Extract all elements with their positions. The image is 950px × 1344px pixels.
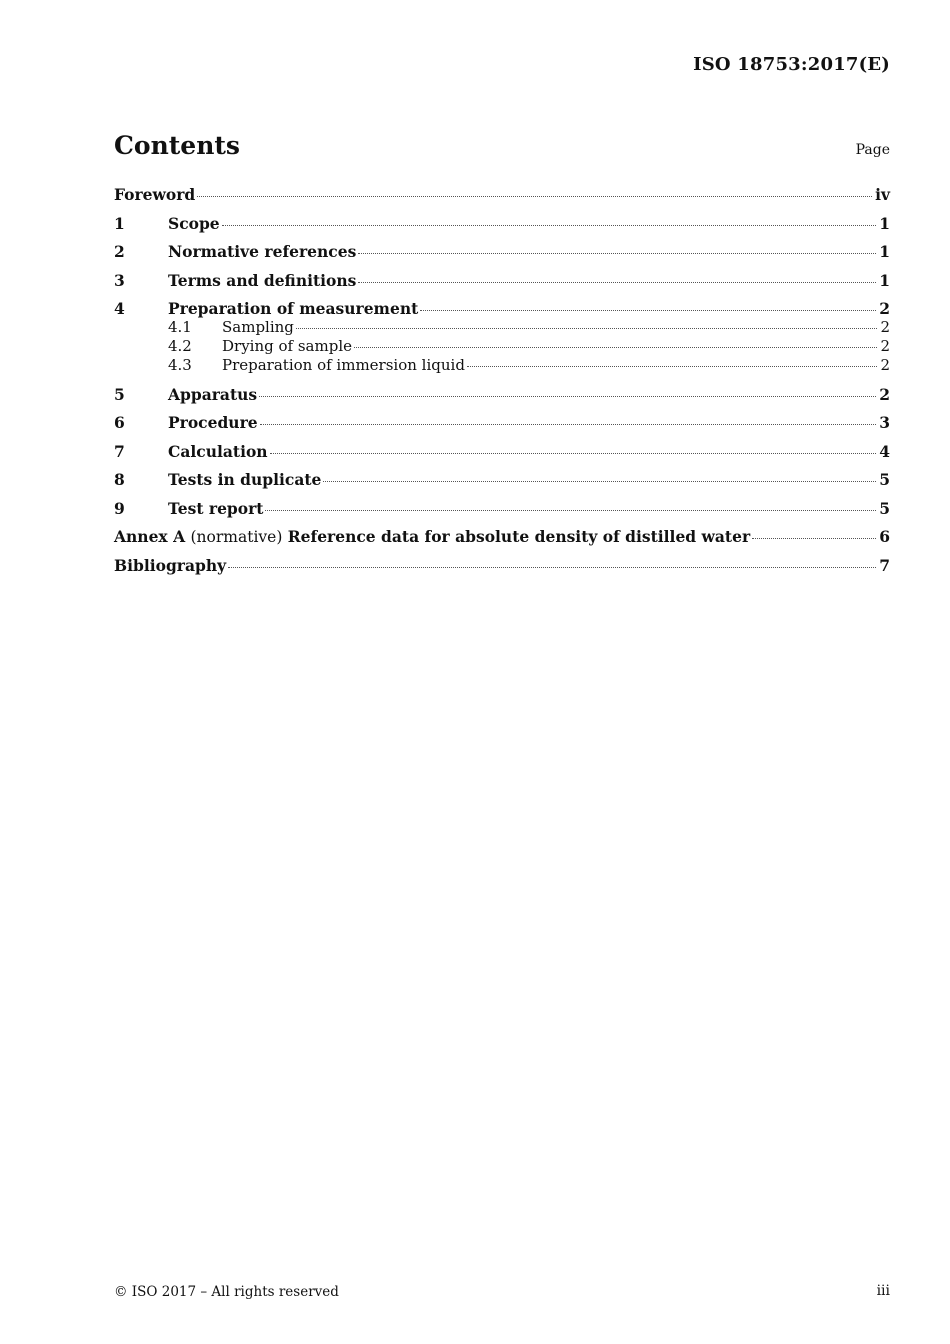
toc-page: 2	[880, 318, 890, 336]
page-number: iii	[876, 1283, 890, 1299]
toc-title: Terms and definitions	[168, 270, 357, 290]
dot-leader	[296, 328, 878, 329]
toc-title: Foreword	[114, 185, 196, 204]
toc-entry-calculation[interactable]	[114, 442, 890, 461]
toc-entry-scope[interactable]	[114, 214, 890, 233]
dot-leader	[354, 347, 877, 348]
toc-page: 2	[879, 299, 890, 318]
dot-leader	[323, 481, 876, 482]
table-of-contents	[114, 185, 890, 575]
toc-page: 5	[879, 470, 890, 489]
toc-entry-tests-in-duplicate[interactable]	[114, 470, 890, 489]
annex-type: (normative)	[190, 528, 283, 546]
toc-entry-annex-a[interactable]	[114, 527, 890, 546]
toc-title: Tests in duplicate	[168, 470, 322, 489]
toc-entry-preparation-of-immersion-liquid[interactable]	[114, 356, 890, 375]
toc-page: 1	[879, 270, 890, 290]
dot-leader	[358, 253, 876, 254]
toc-entry-terms-and-definitions[interactable]	[114, 271, 890, 290]
toc-number: 1	[114, 213, 125, 233]
toc-title: Procedure	[168, 413, 258, 432]
toc-title: Scope	[168, 213, 220, 233]
toc-page: iv	[875, 185, 890, 204]
toc-number: 7	[114, 441, 125, 461]
toc-page: 6	[879, 527, 890, 546]
toc-page: 7	[879, 555, 890, 575]
toc-page: 1	[879, 213, 890, 233]
document-identifier: ISO 18753:2017(E)	[693, 54, 890, 75]
toc-entry-procedure[interactable]	[114, 413, 890, 432]
toc-entry-apparatus[interactable]	[114, 385, 890, 404]
toc-page: 2	[879, 384, 890, 404]
dot-leader	[358, 282, 876, 283]
toc-title: Drying of sample	[222, 337, 352, 355]
dot-leader	[222, 225, 877, 226]
page-title: Contents	[114, 131, 241, 160]
toc-title: Normative references	[168, 242, 357, 261]
toc-number: 9	[114, 498, 125, 518]
toc-entry-foreword[interactable]	[114, 185, 890, 204]
toc-page: 4	[879, 441, 890, 461]
toc-entry-normative-references[interactable]	[114, 242, 890, 261]
toc-page: 5	[879, 498, 890, 518]
toc-number: 4.1	[168, 318, 192, 336]
dot-leader	[259, 396, 876, 397]
toc-number: 8	[114, 470, 125, 489]
toc-title: Sampling	[222, 318, 294, 336]
toc-title: Calculation	[168, 441, 268, 461]
toc-title: Test report	[168, 498, 264, 518]
dot-leader	[420, 310, 876, 311]
toc-entry-test-report[interactable]	[114, 499, 890, 518]
copyright-notice: © ISO 2017 – All rights reserved	[114, 1284, 339, 1300]
toc-number: 3	[114, 270, 125, 290]
dot-leader	[260, 424, 877, 425]
toc-entry-preparation-of-measurement[interactable]	[114, 299, 890, 318]
toc-title: Preparation of immersion liquid	[222, 356, 465, 374]
toc-entry-bibliography[interactable]	[114, 556, 890, 575]
toc-number: 6	[114, 413, 125, 432]
page-column-label: Page	[855, 142, 890, 158]
toc-number: 4.2	[168, 337, 192, 355]
toc-title: Bibliography	[114, 555, 227, 575]
toc-title: Preparation of measurement	[168, 299, 419, 318]
dot-leader	[752, 538, 876, 539]
toc-number: 2	[114, 242, 125, 261]
toc-number: 5	[114, 384, 125, 404]
dot-leader	[467, 366, 878, 367]
toc-entry-drying-of-sample[interactable]	[114, 337, 890, 356]
annex-title: Reference data for absolute density of distilled water	[287, 527, 751, 546]
toc-number: 4	[114, 299, 125, 318]
dot-leader	[265, 510, 876, 511]
toc-page: 2	[880, 356, 890, 374]
toc-page: 2	[880, 337, 890, 355]
toc-title	[114, 527, 750, 547]
toc-title: Apparatus	[168, 384, 258, 404]
dot-leader	[270, 453, 877, 454]
dot-leader	[228, 567, 876, 568]
toc-page: 3	[879, 413, 890, 432]
toc-page: 1	[879, 242, 890, 261]
toc-entry-sampling[interactable]	[114, 318, 890, 337]
annex-label: Annex A	[114, 527, 186, 546]
toc-number: 4.3	[168, 356, 192, 374]
dot-leader	[197, 196, 872, 197]
